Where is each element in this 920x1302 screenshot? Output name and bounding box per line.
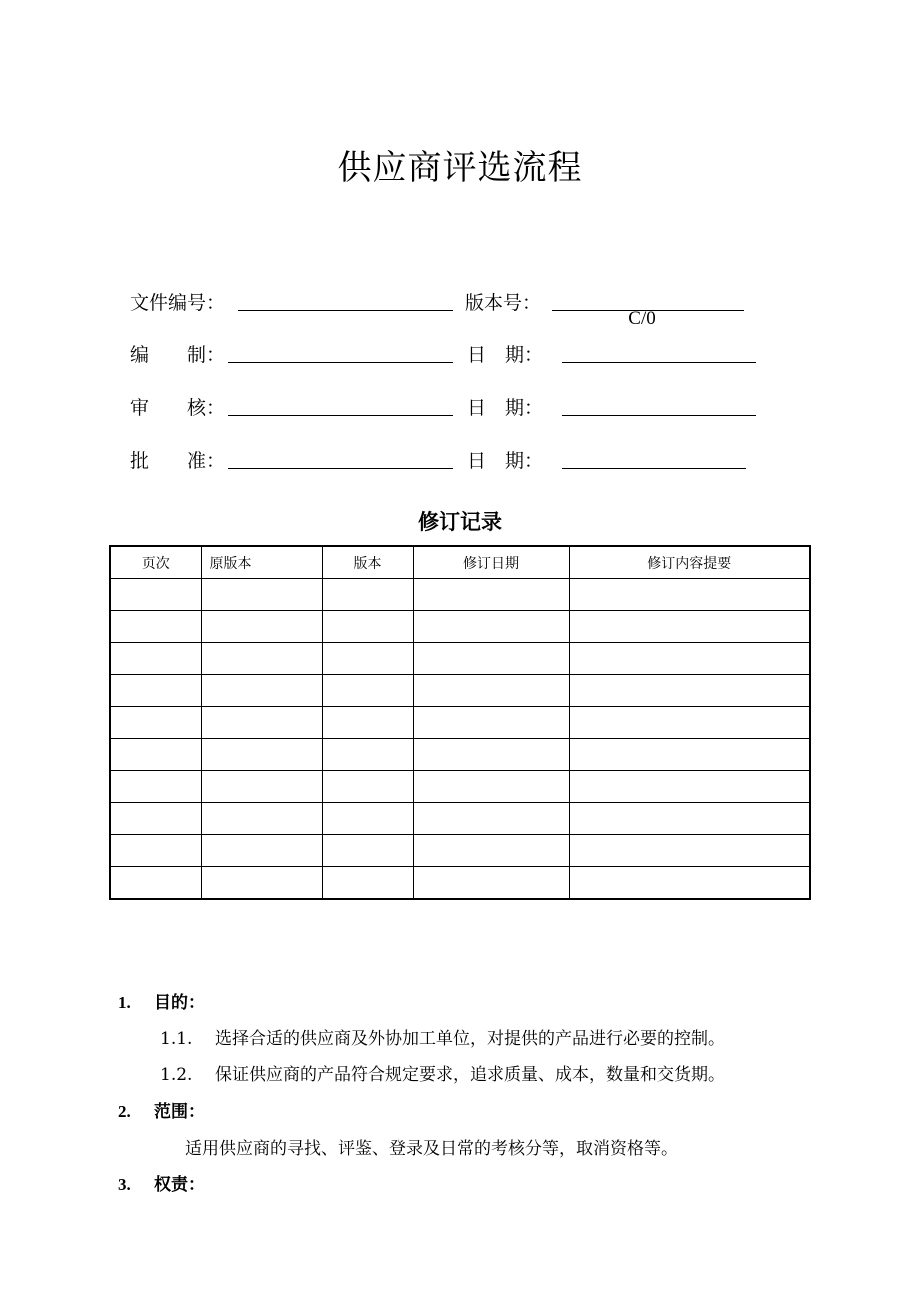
section-1-1-number: 1.1. xyxy=(160,1029,193,1049)
table-cell xyxy=(569,643,810,675)
header-original-version: 原版本 xyxy=(201,546,322,579)
table-row xyxy=(110,739,810,771)
table-cell xyxy=(569,739,810,771)
table-row xyxy=(110,867,810,900)
approver-date-label: 日 期： xyxy=(467,450,544,472)
meta-row-docno xyxy=(130,288,810,329)
section-1-1-text: 选择合适的供应商及外协加工单位，对提供的产品进行必要的控制。 xyxy=(215,1029,725,1049)
table-cell xyxy=(110,867,201,900)
section-1-heading xyxy=(118,988,205,1013)
table-cell xyxy=(413,771,569,803)
table-row xyxy=(110,643,810,675)
table-cell xyxy=(110,771,201,803)
meta-row-reviewer xyxy=(130,393,810,423)
editor-date-label: 日 期： xyxy=(467,344,544,366)
table-cell xyxy=(413,739,569,771)
editor-label: 编 制： xyxy=(130,344,226,366)
meta-row-editor xyxy=(130,340,810,370)
table-cell xyxy=(201,803,322,835)
table-cell xyxy=(110,739,201,771)
section-1-1 xyxy=(160,1024,725,1049)
table-cell xyxy=(201,739,322,771)
table-cell xyxy=(569,867,810,900)
table-cell xyxy=(569,835,810,867)
table-cell xyxy=(569,771,810,803)
table-cell xyxy=(322,739,413,771)
table-cell xyxy=(322,579,413,611)
table-cell xyxy=(413,579,569,611)
table-cell xyxy=(413,611,569,643)
table-cell xyxy=(569,803,810,835)
table-cell xyxy=(201,675,322,707)
table-cell xyxy=(413,643,569,675)
section-1-2-text: 保证供应商的产品符合规定要求，追求质量、成本，数量和交货期。 xyxy=(215,1065,725,1085)
section-1-2-number: 1.2. xyxy=(160,1065,193,1085)
table-cell xyxy=(413,867,569,900)
table-cell xyxy=(322,867,413,900)
table-row xyxy=(110,611,810,643)
table-cell xyxy=(110,643,201,675)
table-cell xyxy=(322,771,413,803)
table-cell xyxy=(569,611,810,643)
header-revision-date: 修订日期 xyxy=(413,546,569,579)
table-row xyxy=(110,771,810,803)
approver-label: 批 准： xyxy=(130,450,226,472)
table-cell xyxy=(201,611,322,643)
page-title: 供应商评选流程 xyxy=(337,148,583,188)
section-1-2 xyxy=(160,1060,725,1085)
section-1-title: 目的： xyxy=(154,993,205,1013)
version-value: C/0 xyxy=(628,308,656,329)
reviewer-line xyxy=(228,415,453,416)
section-2-text: 适用供应商的寻找、评鉴、登录及日常的考核分等，取消资格等。 xyxy=(185,1139,678,1159)
header-version: 版本 xyxy=(322,546,413,579)
revision-table xyxy=(109,545,811,900)
table-cell xyxy=(569,707,810,739)
editor-date-line xyxy=(562,362,756,363)
table-cell xyxy=(322,835,413,867)
table-cell xyxy=(322,675,413,707)
editor-line xyxy=(228,362,453,363)
table-cell xyxy=(322,803,413,835)
section-2-title: 范围： xyxy=(154,1102,205,1122)
meta-row-approver xyxy=(130,446,810,476)
revision-body xyxy=(110,579,810,900)
table-cell xyxy=(201,707,322,739)
section-3-heading xyxy=(118,1170,205,1195)
table-cell xyxy=(110,803,201,835)
revision-title: 修订记录 xyxy=(418,510,502,534)
table-cell xyxy=(569,579,810,611)
section-3-title: 权责： xyxy=(154,1175,205,1195)
section-2-heading xyxy=(118,1097,205,1122)
table-row xyxy=(110,707,810,739)
table-cell xyxy=(201,579,322,611)
section-3-number: 3. xyxy=(118,1175,131,1194)
approver-date-line xyxy=(562,468,746,469)
table-cell xyxy=(413,675,569,707)
doc-no-line xyxy=(238,310,453,311)
header-revision-summary: 修订内容提要 xyxy=(569,546,810,579)
reviewer-date-line xyxy=(562,415,756,416)
table-cell xyxy=(201,867,322,900)
table-cell xyxy=(413,835,569,867)
table-cell xyxy=(322,611,413,643)
version-line xyxy=(552,308,744,329)
doc-no-label: 文件编号： xyxy=(130,292,226,314)
section-1-number: 1. xyxy=(118,993,131,1012)
table-row xyxy=(110,675,810,707)
revision-header-row xyxy=(110,546,810,579)
table-cell xyxy=(110,707,201,739)
table-cell xyxy=(110,611,201,643)
table-cell xyxy=(413,707,569,739)
section-2-number: 2. xyxy=(118,1102,131,1121)
reviewer-label: 审 核： xyxy=(130,397,226,419)
table-cell xyxy=(322,707,413,739)
table-cell xyxy=(201,643,322,675)
table-row xyxy=(110,579,810,611)
table-cell xyxy=(110,835,201,867)
table-cell xyxy=(201,835,322,867)
table-cell xyxy=(110,675,201,707)
table-cell xyxy=(322,643,413,675)
reviewer-date-label: 日 期： xyxy=(467,397,544,419)
table-row xyxy=(110,835,810,867)
table-cell xyxy=(201,771,322,803)
table-cell xyxy=(413,803,569,835)
table-cell xyxy=(110,579,201,611)
table-cell xyxy=(569,675,810,707)
table-row xyxy=(110,803,810,835)
version-label: 版本号： xyxy=(465,292,542,314)
header-page: 页次 xyxy=(110,546,201,579)
approver-line xyxy=(228,468,453,469)
